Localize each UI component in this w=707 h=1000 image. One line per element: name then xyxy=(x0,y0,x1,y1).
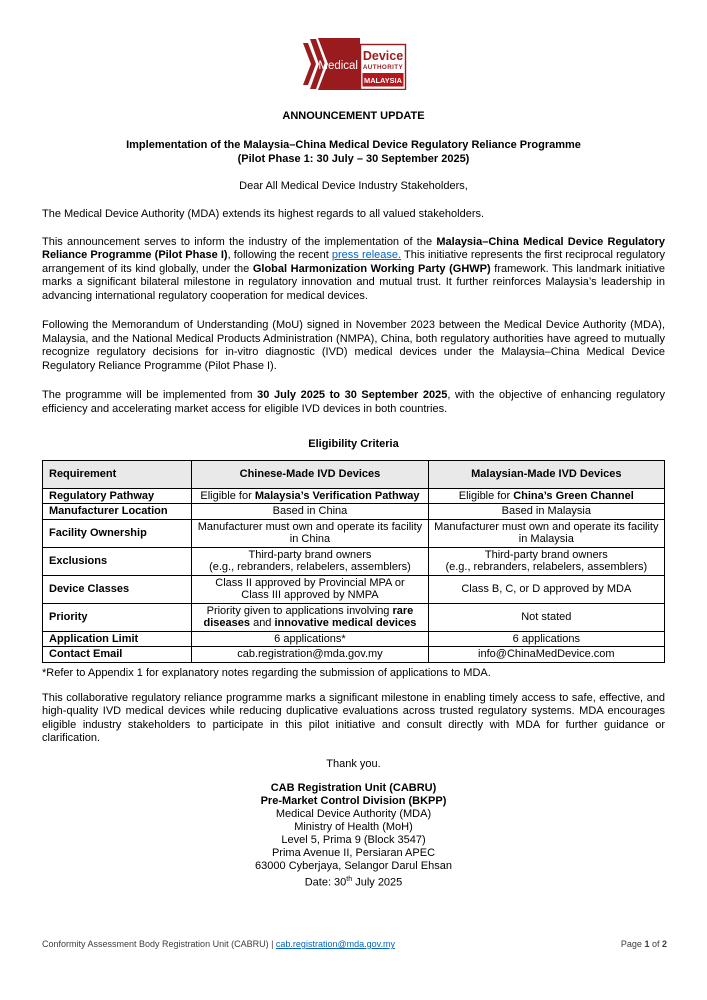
logo-malaysia-text: MALAYSIA xyxy=(363,75,402,85)
text-segment: Priority given to applications involving xyxy=(206,604,393,617)
text-segment: 1 xyxy=(644,939,650,949)
column-header-malaysian: Malaysian-Made IVD Devices xyxy=(428,461,664,489)
table-row xyxy=(43,575,665,603)
text-segment: Level 5, Prima 9 (Block 3547) xyxy=(281,833,426,846)
chinese-devices-cell xyxy=(192,575,428,603)
requirement-cell: Regulatory Pathway xyxy=(43,488,192,504)
text-segment: (e.g., rebranders, relabelers, assemblers) xyxy=(209,561,411,573)
page-footer xyxy=(42,939,667,949)
logo-device-text: Device xyxy=(362,49,403,63)
text-segment: Class III approved by NMPA xyxy=(241,589,379,601)
paragraph-collaboration: This collaborative regulatory reliance programme marks a significant milestone in enabling timely access to safe, effective, and high-quality IVD medical devices while reducing duplicative evaluations across trusted regulatory systems. MDA encourages eligible industry stakeholders to participate in this pilot initiative and consult directly with MDA for further guidance or clarification. xyxy=(42,691,665,744)
table-header-row xyxy=(43,461,665,489)
requirement-cell: Device Classes xyxy=(43,575,192,603)
logo-authority-text: AUTHORITY xyxy=(362,64,403,71)
signature-block xyxy=(42,782,665,890)
footer-left xyxy=(42,939,395,949)
text-segment: Prima Avenue II, Persiaran APEC xyxy=(271,846,436,859)
text-segment: , with the objective of enhancing regulatory efficiency and accelerating market access for eligible IVD devices in both countries. xyxy=(42,389,665,415)
table-row xyxy=(43,647,665,663)
table-row xyxy=(43,504,665,520)
signature-line xyxy=(42,834,665,847)
malaysian-devices-cell: Based in Malaysia xyxy=(428,504,664,520)
text-segment: 2 xyxy=(661,939,667,949)
requirement-cell: Manufacturer Location xyxy=(43,504,192,520)
signature-line xyxy=(42,873,665,890)
text-segment: This announcement serves to inform the industry of the implementation of the xyxy=(42,235,437,248)
footer-email-link[interactable]: cab.registration@mda.gov.my xyxy=(275,939,395,949)
chinese-devices-cell xyxy=(192,547,428,575)
requirement-cell: Facility Ownership xyxy=(43,519,192,547)
document-title xyxy=(42,139,665,166)
chinese-devices-cell xyxy=(192,488,428,504)
press-release-link[interactable]: press release. xyxy=(331,249,402,261)
text-segment: rare diseases xyxy=(203,604,414,629)
page-number xyxy=(621,939,667,949)
signature-line xyxy=(42,808,665,821)
requirement-cell: Application Limit xyxy=(43,631,192,647)
text-segment: innovative medical devices xyxy=(274,617,417,629)
chinese-devices-cell xyxy=(192,603,428,631)
text-segment: Pre-Market Control Division (BKPP) xyxy=(260,794,447,807)
requirement-cell: Contact Email xyxy=(43,647,192,663)
text-segment: Class II approved by Provincial MPA or xyxy=(215,576,405,589)
malaysian-devices-cell: info@ChinaMedDevice.com xyxy=(428,647,664,663)
logo-medical-text: Medical xyxy=(317,60,358,72)
table-row xyxy=(43,603,665,631)
closing-thanks: Thank you. xyxy=(326,757,381,770)
table-row xyxy=(43,547,665,575)
table-row xyxy=(43,519,665,547)
document-title-line2: (Pilot Phase 1: 30 July – 30 September 2025) xyxy=(237,152,470,165)
signature-line xyxy=(42,795,665,808)
text-segment: and xyxy=(250,617,275,629)
signature-line xyxy=(42,821,665,834)
text-segment: Third-party brand owners xyxy=(484,548,608,561)
signature-line xyxy=(42,847,665,860)
text-segment: Ministry of Health (MoH) xyxy=(294,820,413,833)
announcement-heading: ANNOUNCEMENT UPDATE xyxy=(282,110,425,122)
table-row xyxy=(43,631,665,647)
paragraph-dates xyxy=(42,389,665,416)
text-segment: China’s Green Channel xyxy=(513,489,634,502)
malaysian-devices-cell: Manufacturer must own and operate its facility in Malaysia xyxy=(428,519,664,547)
text-segment: 63000 Cyberjaya, Selangor Darul Ehsan xyxy=(255,859,452,872)
table-row xyxy=(43,488,665,504)
paragraph-implementation xyxy=(42,236,665,304)
text-segment: Third-party brand owners xyxy=(248,548,372,561)
salutation: Dear All Medical Device Industry Stakeholders, xyxy=(239,180,468,192)
mda-logo xyxy=(42,38,665,90)
text-segment: CAB Registration Unit (CABRU) xyxy=(270,781,437,794)
eligibility-table xyxy=(42,460,665,663)
text-segment: Eligible for xyxy=(200,489,255,502)
requirement-cell: Exclusions xyxy=(43,547,192,575)
chinese-devices-cell: 6 applications* xyxy=(192,631,428,647)
paragraph-mou: Following the Memorandum of Understanding (MoU) signed in November 2023 between the Medical Device Authority (MDA), Malaysia, and the National Medical Products Administration (NMPA), China, both regulatory authorities have agreed to mutually recognize regulatory decisions for in-vitro diagnostic (IVD) medical devices under the Malaysia–China Medical Device Regulatory Reliance Programme (Pilot Phase I). xyxy=(42,319,665,372)
chinese-devices-cell: Based in China xyxy=(192,504,428,520)
text-segment: Date: 30 xyxy=(304,876,347,889)
text-segment: Conformity Assessment Body Registration Unit (CABRU) | xyxy=(42,939,276,949)
eligibility-criteria-heading: Eligibility Criteria xyxy=(308,438,399,450)
chinese-devices-cell: Manufacturer must own and operate its facility in China xyxy=(192,519,428,547)
text-segment: th xyxy=(346,875,353,883)
text-segment: of xyxy=(649,939,662,949)
malaysian-devices-cell: Class B, C, or D approved by MDA xyxy=(428,575,664,603)
text-segment: Eligible for xyxy=(458,489,514,502)
text-segment: , following the recent xyxy=(227,249,332,261)
column-header-requirement: Requirement xyxy=(43,461,192,489)
column-header-chinese: Chinese-Made IVD Devices xyxy=(192,461,428,489)
eligibility-table-body xyxy=(43,488,665,662)
text-segment: Global Harmonization Working Party (GHWP) xyxy=(252,262,491,275)
text-segment: This initiative represents the first reciprocal regulatory arrangement of its kind globally, under the xyxy=(42,249,666,275)
signature-line xyxy=(42,860,665,873)
document-title-line1: Implementation of the Malaysia–China Medical Device Regulatory Reliance Programme xyxy=(126,139,581,151)
text-segment: Medical Device Authority (MDA) xyxy=(275,807,432,820)
text-segment: framework. This landmark initiative marks a significant bilateral milestone in regulatory innovation and mutual trust. It further reinforces Malaysia’s leadership in advancing international regulatory cooperation for medical devices. xyxy=(42,262,665,302)
text-segment: Malaysia–China Medical Device Regulatory Reliance Programme (Pilot Phase I) xyxy=(42,235,666,261)
malaysian-devices-cell xyxy=(428,488,664,504)
requirement-cell: Priority xyxy=(43,603,192,631)
mda-logo-icon xyxy=(301,38,407,90)
malaysian-devices-cell xyxy=(428,547,664,575)
signature-line xyxy=(42,782,665,795)
text-segment: (e.g., rebranders, relabelers, assemblers) xyxy=(445,561,648,573)
text-segment: The programme will be implemented from xyxy=(42,389,258,401)
chinese-devices-cell: cab.registration@mda.gov.my xyxy=(192,647,428,663)
malaysian-devices-cell: Not stated xyxy=(428,603,664,631)
malaysian-devices-cell: 6 applications xyxy=(428,631,664,647)
text-segment: 30 July 2025 to 30 September 2025 xyxy=(257,389,448,401)
paragraph-regards: The Medical Device Authority (MDA) extends its highest regards to all valued stakeholders. xyxy=(42,208,485,220)
table-footnote: *Refer to Appendix 1 for explanatory notes regarding the submission of applications to MDA. xyxy=(42,666,491,679)
text-segment: July 2025 xyxy=(352,876,403,889)
text-segment: Malaysia’s Verification Pathway xyxy=(254,489,420,502)
text-segment: Page xyxy=(620,939,645,949)
